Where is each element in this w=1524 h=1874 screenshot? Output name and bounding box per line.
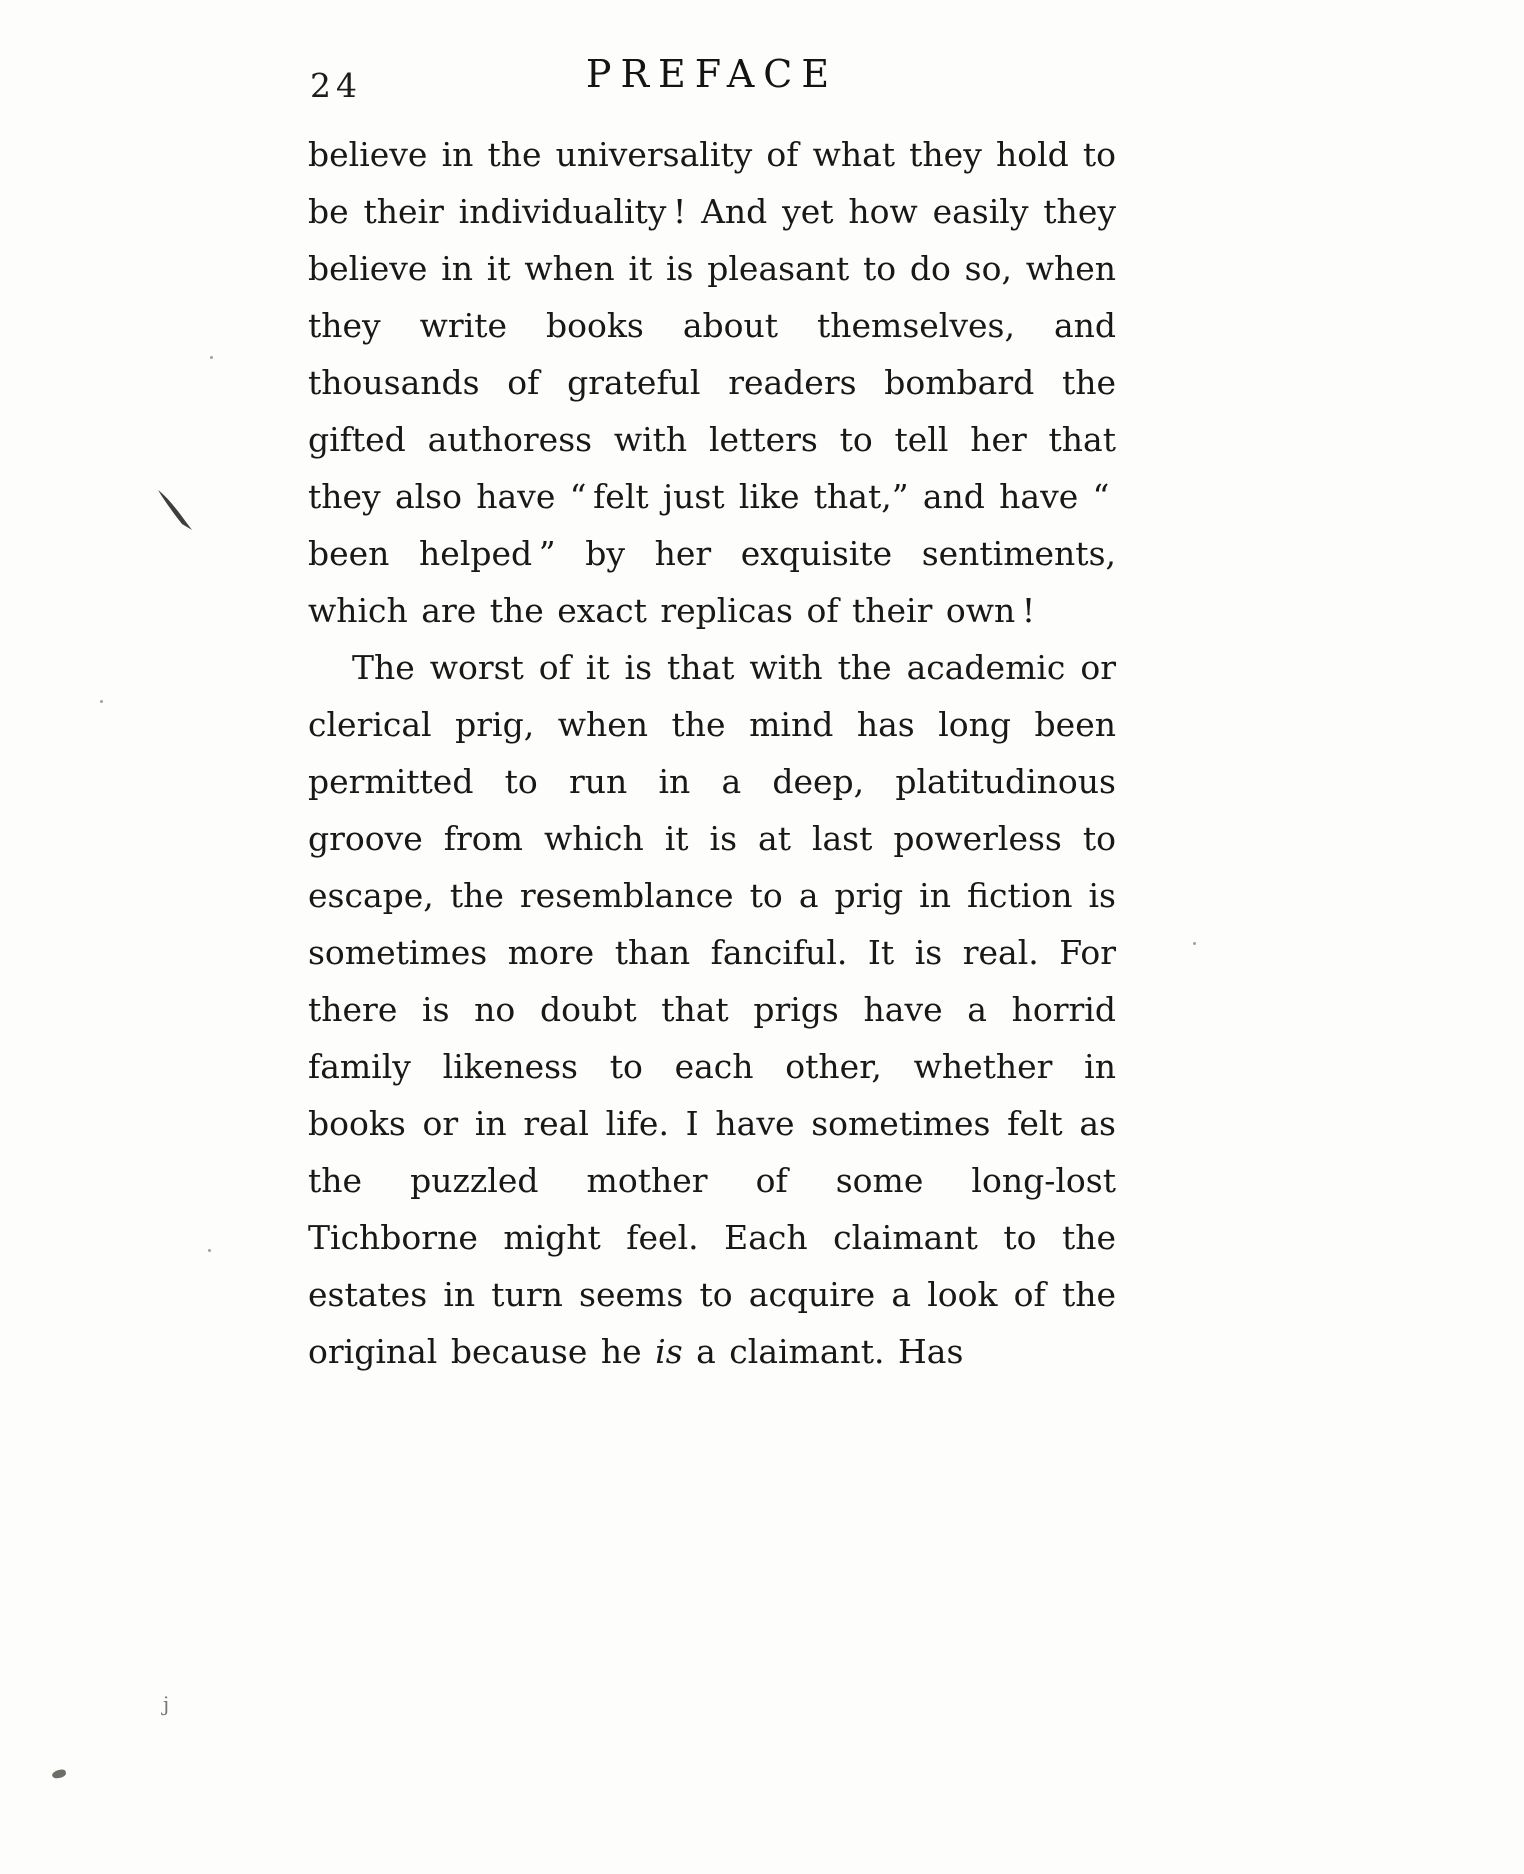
page-body <box>308 126 1116 1380</box>
scan-dot <box>100 700 103 703</box>
scan-smudge <box>51 1769 66 1780</box>
italic-text: is <box>655 1332 683 1371</box>
page-title: PREFACE <box>585 52 839 96</box>
scan-dot <box>1193 942 1196 945</box>
paragraph <box>308 639 1116 1380</box>
body-text-segment: a claimant. Has <box>682 1332 964 1371</box>
scan-dot <box>208 1249 211 1252</box>
body-text-segment: The worst of it is that with the academic or clerical prig, when the mind has long been permitted to run in a deep, platitudinous groove from which it is at last powerless to escape, the resemblance to a prig in fiction is sometimes more than fanciful. It is real. For there is no doubt that prigs have a horrid family likeness to each other, whether in books or in real life. I have sometimes felt as the puzzled mother of some long-lost Tichborne might feel. Each claimant to the estates in turn seems to acquire a look of the original because he <box>308 648 1116 1371</box>
ink-mark <box>152 484 200 536</box>
page-number: 24 <box>310 66 362 105</box>
scan-speck: j <box>163 1692 170 1716</box>
scan-dot <box>210 356 213 359</box>
page-header <box>308 52 1116 112</box>
paragraph <box>308 126 1116 639</box>
body-text-segment: believe in the universality of what they hold to be their individuality ! And yet how easily they believe in it when it is pleasant to do so, when they write books about themselves, and thousands of grateful readers bombard the gifted authoress with letters to tell her that they also have “ felt just like that,” and have “ been helped ” by her exquisite sentiments, which are the exact replicas of their own ! <box>308 135 1116 630</box>
